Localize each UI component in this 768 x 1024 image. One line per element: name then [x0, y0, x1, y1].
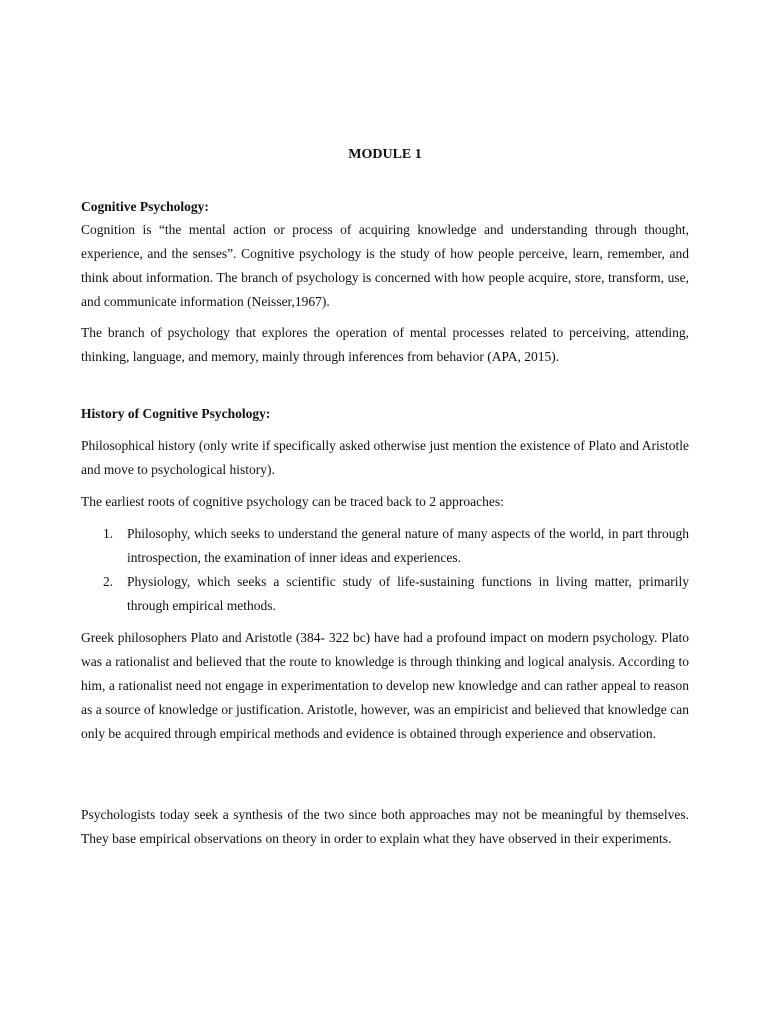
paragraph-philosophical-history: Philosophical history (only write if specifically asked otherwise just mention the existence of Plato and Aristotle and move to psychological history).	[81, 438, 689, 477]
paragraph-synthesis: Psychologists today seek a synthesis of the two since both approaches may not be meaningful by themselves. They base empirical observations on theory in order to explain what they have observed in their experiments.	[81, 807, 689, 846]
section-heading-history: History of Cognitive Psychology:	[81, 406, 271, 421]
list-item-text: Physiology, which seeks a scientific study of life-sustaining functions in living matter, primarily through empirical methods.	[127, 574, 689, 613]
paragraph-plato-aristotle: Greek philosophers Plato and Aristotle (384- 322 bc) have had a profound impact on modern psychology. Plato was a rationalist and believed that the route to knowledge is through thinking and logical analysis. According to him, a rationalist need not engage in experimentation to develop new knowledge and can rather appeal to reason as a source of knowledge or justification. Aristotle, however, was an empiricist and believed that knowledge can only be acquired through empirical methods and evidence is obtained through experience and observation.	[81, 630, 689, 741]
paragraph-branch-of-psychology: The branch of psychology that explores the operation of mental processes related to perceiving, attending, thinking, language, and memory, mainly through inferences from behavior (APA, 2015).	[81, 325, 689, 364]
list-item-text: Philosophy, which seeks to understand the general nature of many aspects of the world, in part through introspection, the examination of inner ideas and experiences.	[127, 526, 689, 565]
list-item-number: 1.	[103, 526, 114, 541]
list-item	[81, 522, 689, 570]
approaches-list	[81, 522, 689, 618]
paragraph-earliest-roots: The earliest roots of cognitive psychology can be traced back to 2 approaches:	[81, 494, 504, 509]
paragraph-cognition-definition: Cognition is “the mental action or process of acquiring knowledge and understanding through thought, experience, and the senses”. Cognitive psychology is the study of how people perceive, learn, remember, and think about information. The branch of psychology is concerned with how people acquire, store, transform, use, and communicate information (Neisser,1967).	[81, 222, 689, 309]
page-title: MODULE 1	[348, 147, 422, 162]
list-item-number: 2.	[103, 574, 114, 589]
section-heading-cognitive-psychology: Cognitive Psychology:	[81, 199, 209, 214]
list-item	[81, 570, 689, 618]
